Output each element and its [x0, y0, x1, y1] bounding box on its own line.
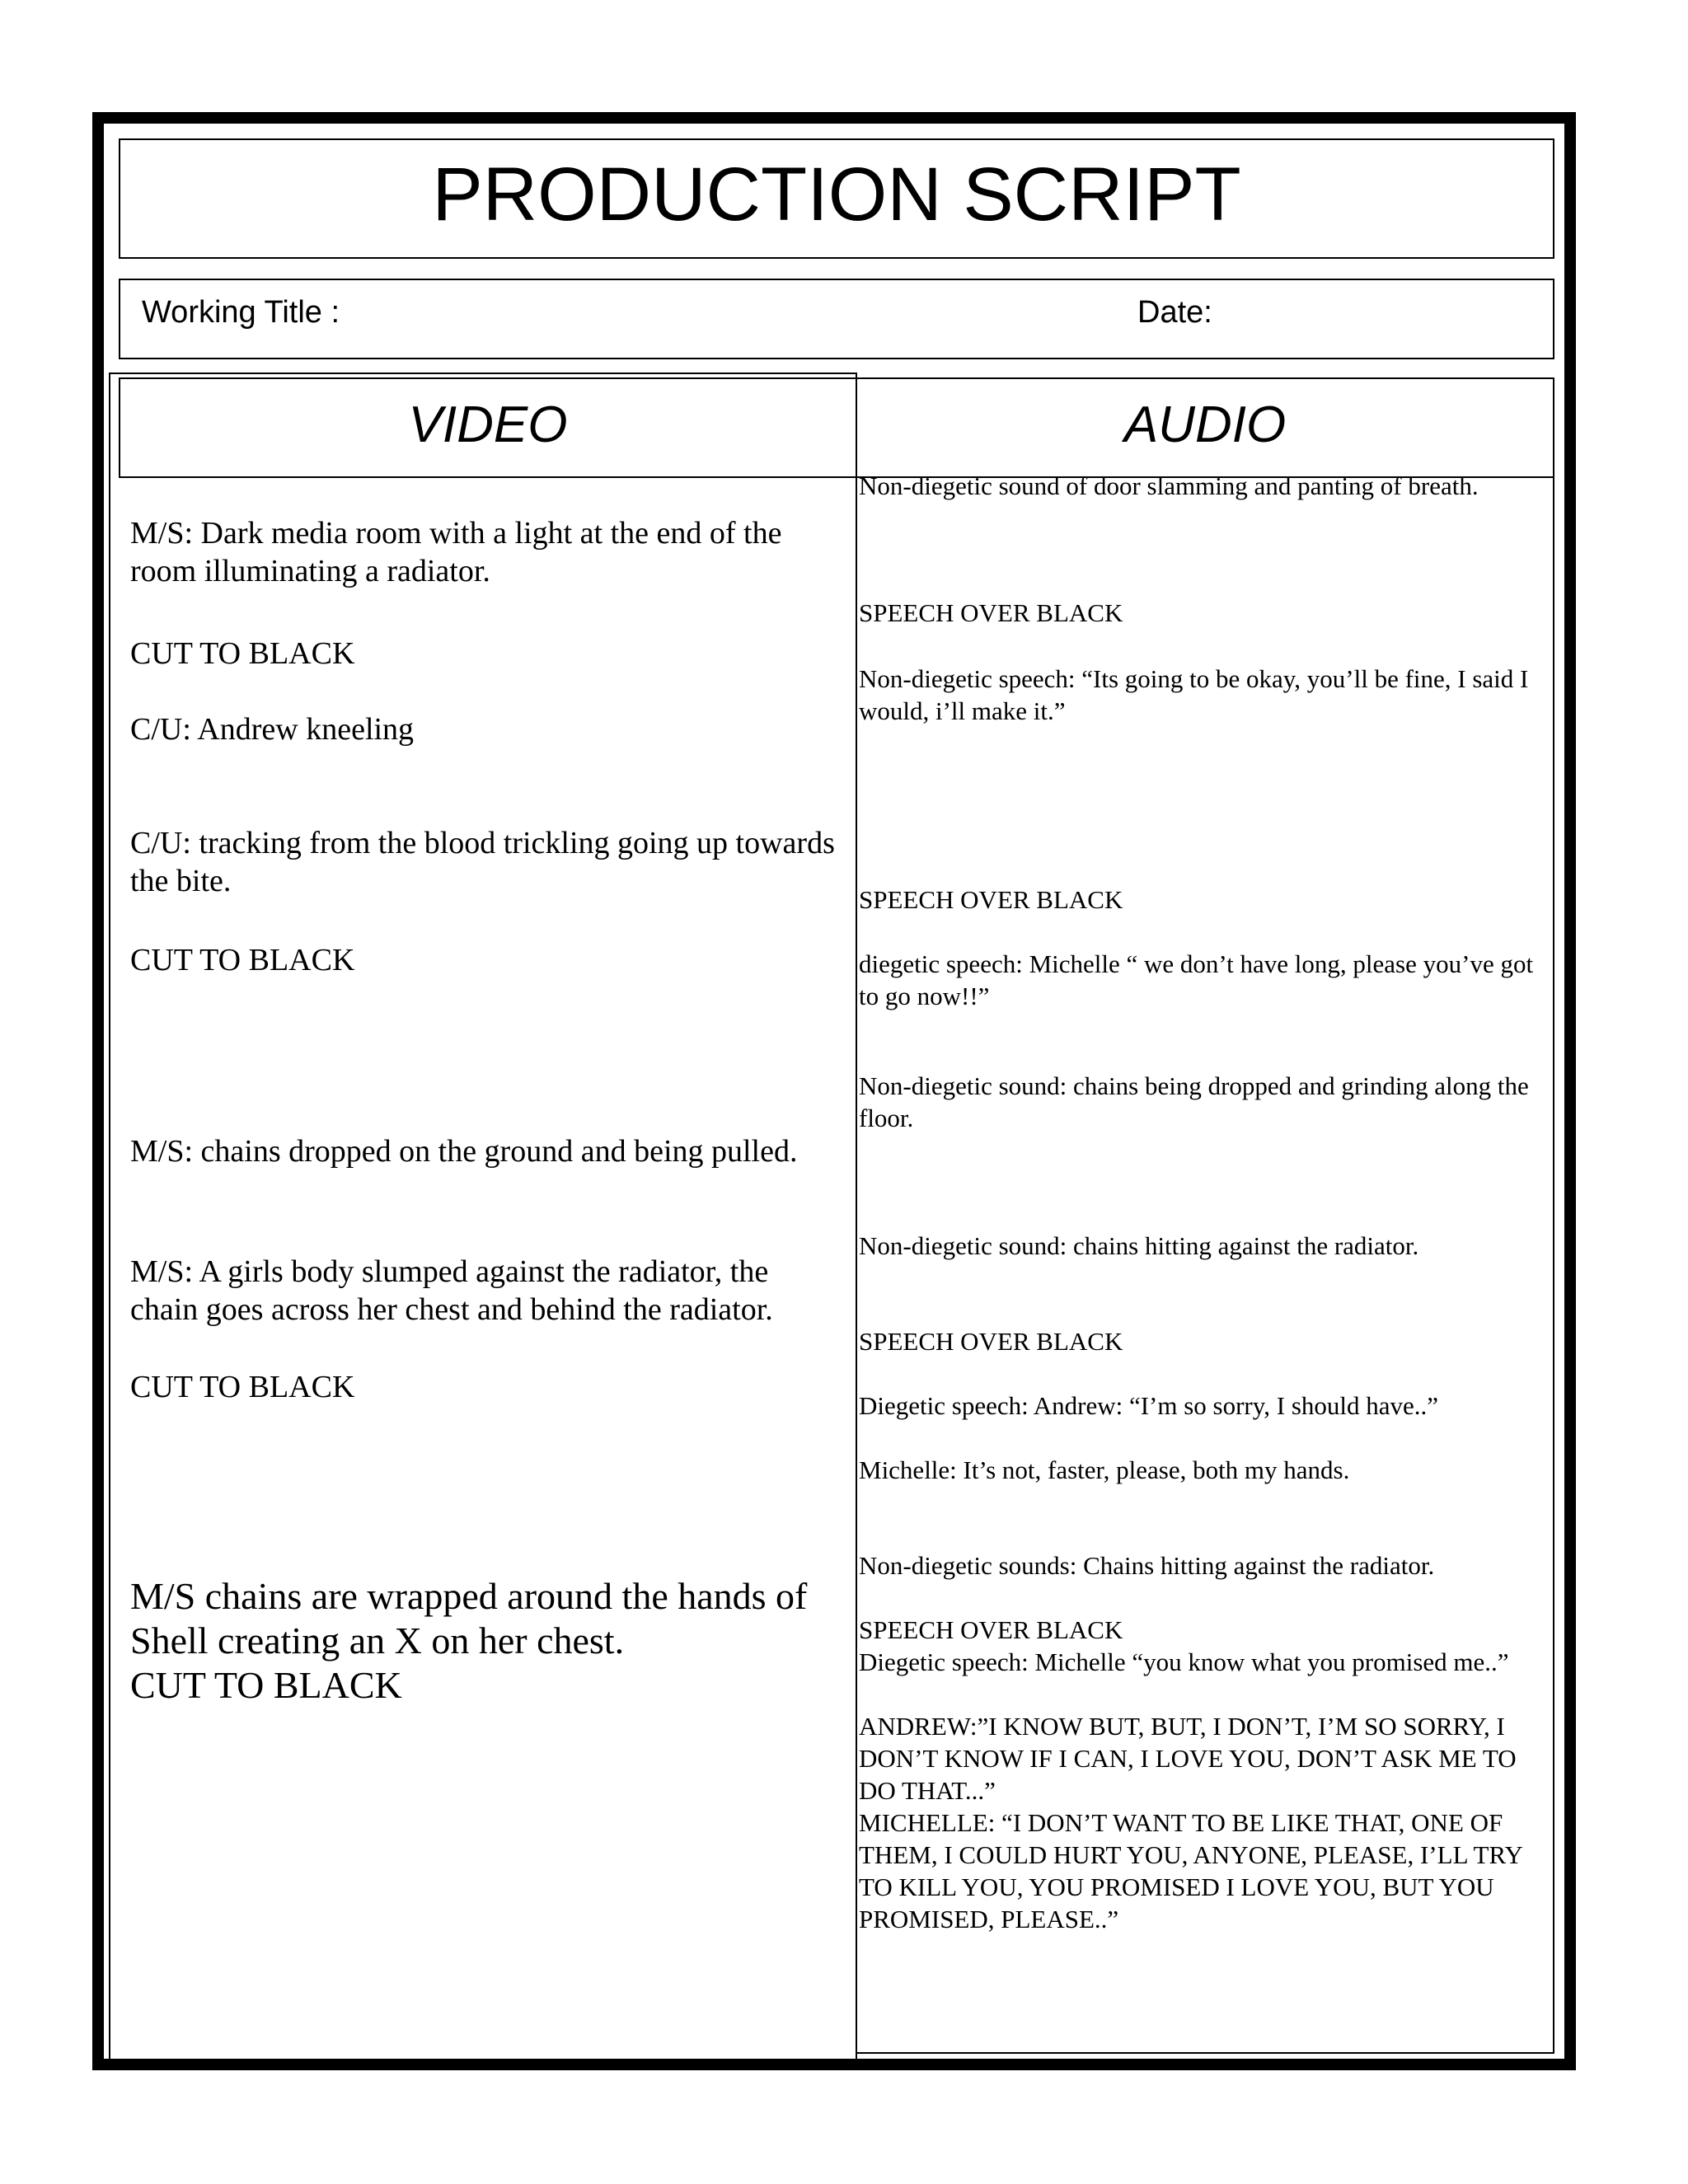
video-cue: CUT TO BLACK: [130, 1664, 402, 1706]
audio-cue: Non-diegetic sound: chains being dropped and grinding along the floor.: [859, 1071, 1529, 1132]
audio-cue: Non-diegetic speech: “Its going to be okay, you’ll be fine, I said I would, i’ll make it.”: [859, 664, 1529, 725]
video-cue: CUT TO BLACK: [130, 636, 355, 671]
page-title: PRODUCTION SCRIPT: [432, 152, 1241, 237]
video-column: [109, 373, 857, 2065]
video-cue: C/U: Andrew kneeling: [130, 712, 415, 747]
audio-cue: diegetic speech: Michelle “ we don’t have long, please you’ve got to go now!!”: [859, 949, 1534, 1010]
audio-cue: Non-diegetic sound of door slamming and panting of breath.: [859, 471, 1479, 500]
video-header: [119, 377, 857, 478]
audio-heading: AUDIO: [1123, 396, 1287, 453]
video-cue: M/S: Dark media room with a light at the end of the room illuminating a radiator.: [130, 516, 782, 588]
audio-cue: SPEECH OVER BLACK: [859, 1327, 1123, 1356]
audio-cue: MICHELLE: “I DON’T WANT TO BE LIKE THAT, ONE OF THEM, I COULD HURT YOU, ANYONE, PLEASE, I’LL TRY TO KILL YOU, YOU PROMISED I LOVE YOU, BUT YOU PROMISED, PLEASE..”: [859, 1808, 1522, 1933]
title-box: [119, 138, 1554, 259]
audio-cue: Non-diegetic sounds: Chains hitting against the radiator.: [859, 1551, 1435, 1580]
audio-header: [856, 377, 1554, 478]
video-cue: M/S: chains dropped on the ground and being pulled.: [130, 1134, 798, 1169]
date-label: Date:: [1137, 295, 1212, 330]
video-cue: M/S chains are wrapped around the hands of Shell creating an X on her chest.: [130, 1575, 808, 1661]
audio-cue: Michelle: It’s not, faster, please, both my hands.: [859, 1455, 1350, 1484]
audio-cue: SPEECH OVER BLACK: [859, 885, 1123, 914]
video-heading: VIDEO: [408, 396, 568, 453]
video-cue: CUT TO BLACK: [130, 943, 355, 977]
working-title-label: Working Title :: [142, 295, 340, 330]
video-cue: M/S: A girls body slumped against the radiator, the chain goes across her chest and behind the radiator.: [130, 1254, 773, 1327]
audio-cue: ANDREW:”I KNOW BUT, BUT, I DON’T, I’M SO SORRY, I DON’T KNOW IF I CAN, I LOVE YOU, DON’T ASK ME TO DO THAT...”: [859, 1712, 1517, 1805]
audio-cue: Diegetic speech: Andrew: “I’m so sorry, I should have..”: [859, 1391, 1439, 1420]
meta-box: [119, 279, 1554, 359]
audio-cue: Non-diegetic sound: chains hitting against the radiator.: [859, 1231, 1419, 1260]
video-cue: C/U: tracking from the blood trickling going up towards the bite.: [130, 826, 835, 898]
audio-cue: Diegetic speech: Michelle “you know what you promised me..”: [859, 1647, 1509, 1676]
audio-cue: SPEECH OVER BLACK: [859, 598, 1123, 627]
video-cue: CUT TO BLACK: [130, 1370, 355, 1404]
audio-cue: SPEECH OVER BLACK: [859, 1615, 1123, 1644]
